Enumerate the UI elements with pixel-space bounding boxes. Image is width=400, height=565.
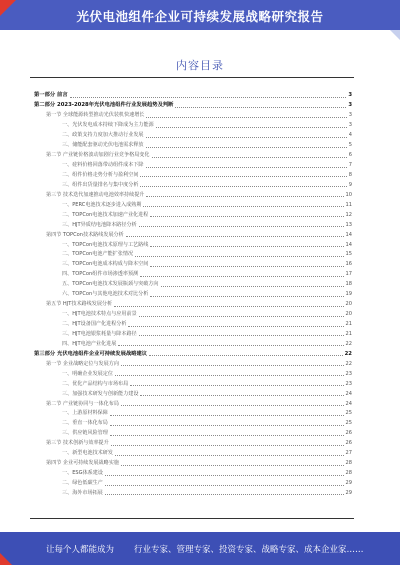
toc-entry-page: 22 <box>345 340 352 347</box>
toc-entry-title: 三、TOPCon电池成本构成与降本空间 <box>62 261 149 268</box>
toc-entry-title: 三、HJT异质结电池降本路径分析 <box>62 221 137 228</box>
toc-leader-dots <box>152 156 347 158</box>
toc-leader-dots <box>150 265 343 267</box>
header-bar <box>0 0 400 30</box>
toc-entry[interactable] <box>34 208 352 218</box>
toc-entry-title: 第一节 全球能源转型推动光伏装机快速增长 <box>46 112 145 119</box>
toc-entry[interactable] <box>34 357 352 367</box>
toc-entry[interactable] <box>34 427 352 437</box>
toc-entry-title: 第五节 HJT技术路线发展分析 <box>46 301 113 308</box>
toc-entry-page: 22 <box>344 350 352 357</box>
toc-leader-dots <box>114 305 343 307</box>
toc-entry-title: 四、TOPCon组件市场渗透率预测 <box>62 271 139 278</box>
toc-leader-dots <box>140 394 343 396</box>
toc-entry-page: 18 <box>345 281 352 288</box>
toc-entry-title: 二、优化产品结构与市场布局 <box>62 380 129 387</box>
toc-entry[interactable] <box>34 129 352 139</box>
toc-leader-dots <box>156 126 347 128</box>
toc-entry-title: 一、ESG体系建设 <box>62 470 103 477</box>
toc-leader-dots <box>149 354 343 356</box>
toc-entry[interactable] <box>34 248 352 258</box>
toc-entry-title: 二、HJT设备国产化进程分析 <box>62 321 127 327</box>
footer-slogan-right: 行业专家、管理专家、投资专家、战略专家、成本企业家…… <box>134 545 364 555</box>
toc-leader-dots <box>161 285 344 287</box>
toc-entry-title: 第三部分 光伏电池组件企业可持续发展战略建议 <box>34 350 148 357</box>
toc-leader-dots <box>140 185 346 187</box>
toc-leader-dots <box>126 235 344 237</box>
toc-leader-dots <box>105 474 344 476</box>
toc-entry-title: 一、硅料价格回落带动组件成本下降 <box>62 162 144 168</box>
toc-leader-dots <box>139 225 344 227</box>
toc-entry[interactable] <box>34 308 352 318</box>
toc-entry-page: 8 <box>348 171 352 178</box>
toc-entry-title: 二、组件价格走势分析与盈利空间 <box>62 171 139 178</box>
toc-entry[interactable] <box>34 159 352 169</box>
corner-decoration <box>0 0 16 16</box>
toc-leader-dots <box>115 374 344 376</box>
toc-entry-page: 19 <box>345 291 352 298</box>
toc-leader-dots <box>135 255 343 257</box>
toc-leader-dots <box>146 195 343 197</box>
toc-entry[interactable] <box>34 268 352 278</box>
toc-entry-page: 24 <box>345 390 352 397</box>
toc-entry-page: 23 <box>345 380 352 387</box>
toc-entry[interactable] <box>34 198 352 208</box>
toc-entry-title: 一、TOPCon电池技术原理与工艺路线 <box>62 241 149 248</box>
toc-entry[interactable] <box>34 178 352 188</box>
toc-entry[interactable] <box>34 367 352 377</box>
toc-entry[interactable] <box>34 397 352 407</box>
toc-leader-dots <box>110 434 344 436</box>
toc-entry[interactable] <box>34 377 352 387</box>
toc-entry-page: 3 <box>348 102 352 109</box>
toc-entry-title: 四、HJT电池产业化进展 <box>62 340 117 347</box>
toc-entry[interactable] <box>34 288 352 298</box>
toc-entry[interactable] <box>34 188 352 198</box>
toc-leader-dots <box>118 344 343 346</box>
toc-entry-title: 一、明确企业发展定位 <box>62 370 113 377</box>
toc-entry[interactable] <box>34 387 352 397</box>
toc-entry-page: 3 <box>348 112 352 119</box>
toc-leader-dots <box>130 384 343 386</box>
toc-entry-title: 第一节 企业战略定位与发展方向 <box>46 360 119 367</box>
toc-leader-dots <box>175 106 346 108</box>
toc-entry[interactable] <box>34 298 352 308</box>
toc-leader-dots <box>140 175 346 177</box>
toc-leader-dots <box>143 205 343 207</box>
toc-entry-title: 一、上游原材料保障 <box>62 410 108 417</box>
toc-leader-dots <box>121 404 344 406</box>
toc-entry-page: 22 <box>345 360 352 367</box>
toc-leader-dots <box>110 414 344 416</box>
toc-entry-page: 12 <box>345 211 352 218</box>
toc-entry-page: 20 <box>345 301 352 308</box>
toc-entry[interactable] <box>34 487 352 497</box>
toc-entry-title: 三、加强技术研发与创新能力建设 <box>62 390 139 397</box>
toc-entry-title: 二、政策支持力度加大推动行业发展 <box>62 132 144 139</box>
toc-entry-title: 三、海外市场拓展 <box>62 489 103 496</box>
toc-entry-page: 29 <box>345 489 352 496</box>
toc-entry-page: 23 <box>345 370 352 377</box>
toc-entry[interactable] <box>34 139 352 149</box>
toc-leader-dots <box>146 116 346 118</box>
toc-entry-page: 28 <box>345 470 352 477</box>
toc-entry[interactable] <box>34 467 352 477</box>
report-title: 光伏电池组件企业可持续发展战略研究报告 <box>76 9 324 24</box>
toc-top-rule <box>30 77 354 78</box>
toc-entry-page: 26 <box>345 440 352 447</box>
toc-leader-dots <box>140 275 343 277</box>
toc-entry-title: 三、HJT电池银浆耗量与降本路径 <box>62 330 137 337</box>
toc-entry-page: 9 <box>348 181 352 188</box>
toc-entry-page: 7 <box>348 162 352 168</box>
toc-entry-title: 第四节 TOPCon技术路线发展分析 <box>46 231 124 238</box>
toc-entry-page: 11 <box>345 201 352 208</box>
toc-entry[interactable] <box>34 318 352 328</box>
toc-entry-title: 第三节 技术创新与效率提升 <box>46 440 109 447</box>
toc-leader-dots <box>139 334 344 336</box>
toc-entry-page: 10 <box>345 191 352 198</box>
toc-entry[interactable] <box>34 149 352 159</box>
toc-entry-title: 第二部分 2023-2028年光伏电池组件行业发展趋势及判断 <box>34 102 174 109</box>
toc-entry[interactable] <box>34 328 352 338</box>
toc-entry-title: 第四节 企业可持续发展战略实施 <box>46 460 119 467</box>
toc-entry-title: 三、组件出货量排名与集中度分析 <box>62 181 139 188</box>
toc-leader-dots <box>146 136 347 138</box>
toc-entry-title: 第三节 技术迭代加速推动电池效率持续提升 <box>46 191 145 198</box>
toc-entry-title: 三、供应链风险管理 <box>62 430 108 437</box>
toc-entry[interactable] <box>34 417 352 427</box>
toc-leader-dots <box>70 96 347 98</box>
footer-decoration <box>0 553 12 565</box>
toc-leader-dots <box>150 245 343 247</box>
toc-leader-dots <box>121 464 344 466</box>
toc-entry-page: 26 <box>345 430 352 437</box>
toc-entry-title: 第二节 产业链协同与一体化布局 <box>46 400 119 407</box>
toc-entry[interactable] <box>34 89 352 99</box>
toc-leader-dots <box>105 493 344 495</box>
toc-entry-title: 一、HJT电池技术特点与应用前景 <box>62 311 137 318</box>
footer-bar <box>0 532 400 565</box>
toc-entry-page: 16 <box>345 261 352 268</box>
toc-leader-dots <box>121 364 344 366</box>
toc-entry-page: 14 <box>345 241 352 248</box>
toc-entry-page: 4 <box>348 132 352 139</box>
toc-title: 内容目录 <box>176 59 224 72</box>
toc-entry-title: 三、储能配套驱动光伏电池需求释放 <box>62 142 144 149</box>
toc-entry-title: 二、TOPCon电池技术加速产业化进程 <box>62 211 149 218</box>
footer-slogan-left: 让每个人都能成为 <box>46 545 115 555</box>
toc-entry[interactable] <box>34 477 352 487</box>
toc-leader-dots <box>105 484 344 486</box>
toc-entry-page: 17 <box>345 271 352 278</box>
toc-entry-page: 25 <box>345 420 352 427</box>
toc-entry-title: 二、垂直一体化布局 <box>62 420 108 427</box>
toc-leader-dots <box>115 454 344 456</box>
toc-entry-page: 13 <box>345 221 352 228</box>
toc-entry[interactable] <box>34 347 352 357</box>
toc-entry-page: 15 <box>345 251 352 258</box>
toc-entry-page: 27 <box>345 450 352 457</box>
toc-entry[interactable] <box>34 258 352 268</box>
toc-entry-page: 20 <box>345 311 352 318</box>
toc-entry[interactable] <box>34 109 352 119</box>
toc-leader-dots <box>150 295 343 297</box>
toc-bottom-rule <box>30 518 354 519</box>
toc-entry-page: 24 <box>345 400 352 407</box>
table-of-contents <box>34 89 352 496</box>
toc-entry-page: 28 <box>345 460 352 467</box>
toc-entry[interactable] <box>34 337 352 347</box>
toc-entry-page: 6 <box>348 152 352 159</box>
toc-entry-page: 25 <box>345 410 352 417</box>
toc-leader-dots <box>150 215 343 217</box>
toc-entry-title: 第一部分 前言 <box>34 92 68 99</box>
toc-entry-page: 3 <box>348 122 352 129</box>
toc-entry-page: 14 <box>345 231 352 238</box>
toc-leader-dots <box>111 444 344 446</box>
toc-entry[interactable] <box>34 218 352 228</box>
toc-entry[interactable] <box>34 457 352 467</box>
toc-leader-dots <box>128 325 343 327</box>
toc-entry-page: 3 <box>348 92 352 99</box>
toc-entry-page: 21 <box>345 321 352 327</box>
toc-entry[interactable] <box>34 278 352 288</box>
toc-leader-dots <box>146 146 347 148</box>
toc-entry-title: 一、光伏发电成本持续下降成为主力能源 <box>62 122 154 129</box>
toc-entry[interactable] <box>34 407 352 417</box>
toc-entry[interactable] <box>34 169 352 179</box>
toc-leader-dots <box>146 166 347 168</box>
toc-entry-title: 一、新型电池技术研发 <box>62 450 113 457</box>
toc-entry-page: 29 <box>345 480 352 486</box>
toc-entry[interactable] <box>34 238 352 248</box>
toc-entry-title: 一、PERC电池技术逐步进入成熟期 <box>62 201 142 208</box>
toc-leader-dots <box>139 315 344 317</box>
toc-entry[interactable] <box>34 99 352 109</box>
toc-entry-title: 二、TOPCon电池产能扩张情况 <box>62 251 134 258</box>
toc-entry-title: 第二节 产业链价格波动加剧行业竞争格局变化 <box>46 152 150 159</box>
toc-entry-title: 六、TOPCon与其他电池技术对比分析 <box>62 291 149 298</box>
toc-entry[interactable] <box>34 437 352 447</box>
toc-leader-dots <box>110 424 344 426</box>
toc-entry-title: 五、TOPCon电池技术发展瓶颈与突破方向 <box>62 281 159 288</box>
toc-entry-page: 5 <box>348 142 352 149</box>
toc-entry[interactable] <box>34 119 352 129</box>
toc-entry[interactable] <box>34 447 352 457</box>
toc-entry[interactable] <box>34 228 352 238</box>
corner-decoration-right <box>390 30 400 40</box>
toc-entry-title: 二、绿色低碳生产 <box>62 480 103 486</box>
toc-entry-page: 21 <box>345 330 352 337</box>
